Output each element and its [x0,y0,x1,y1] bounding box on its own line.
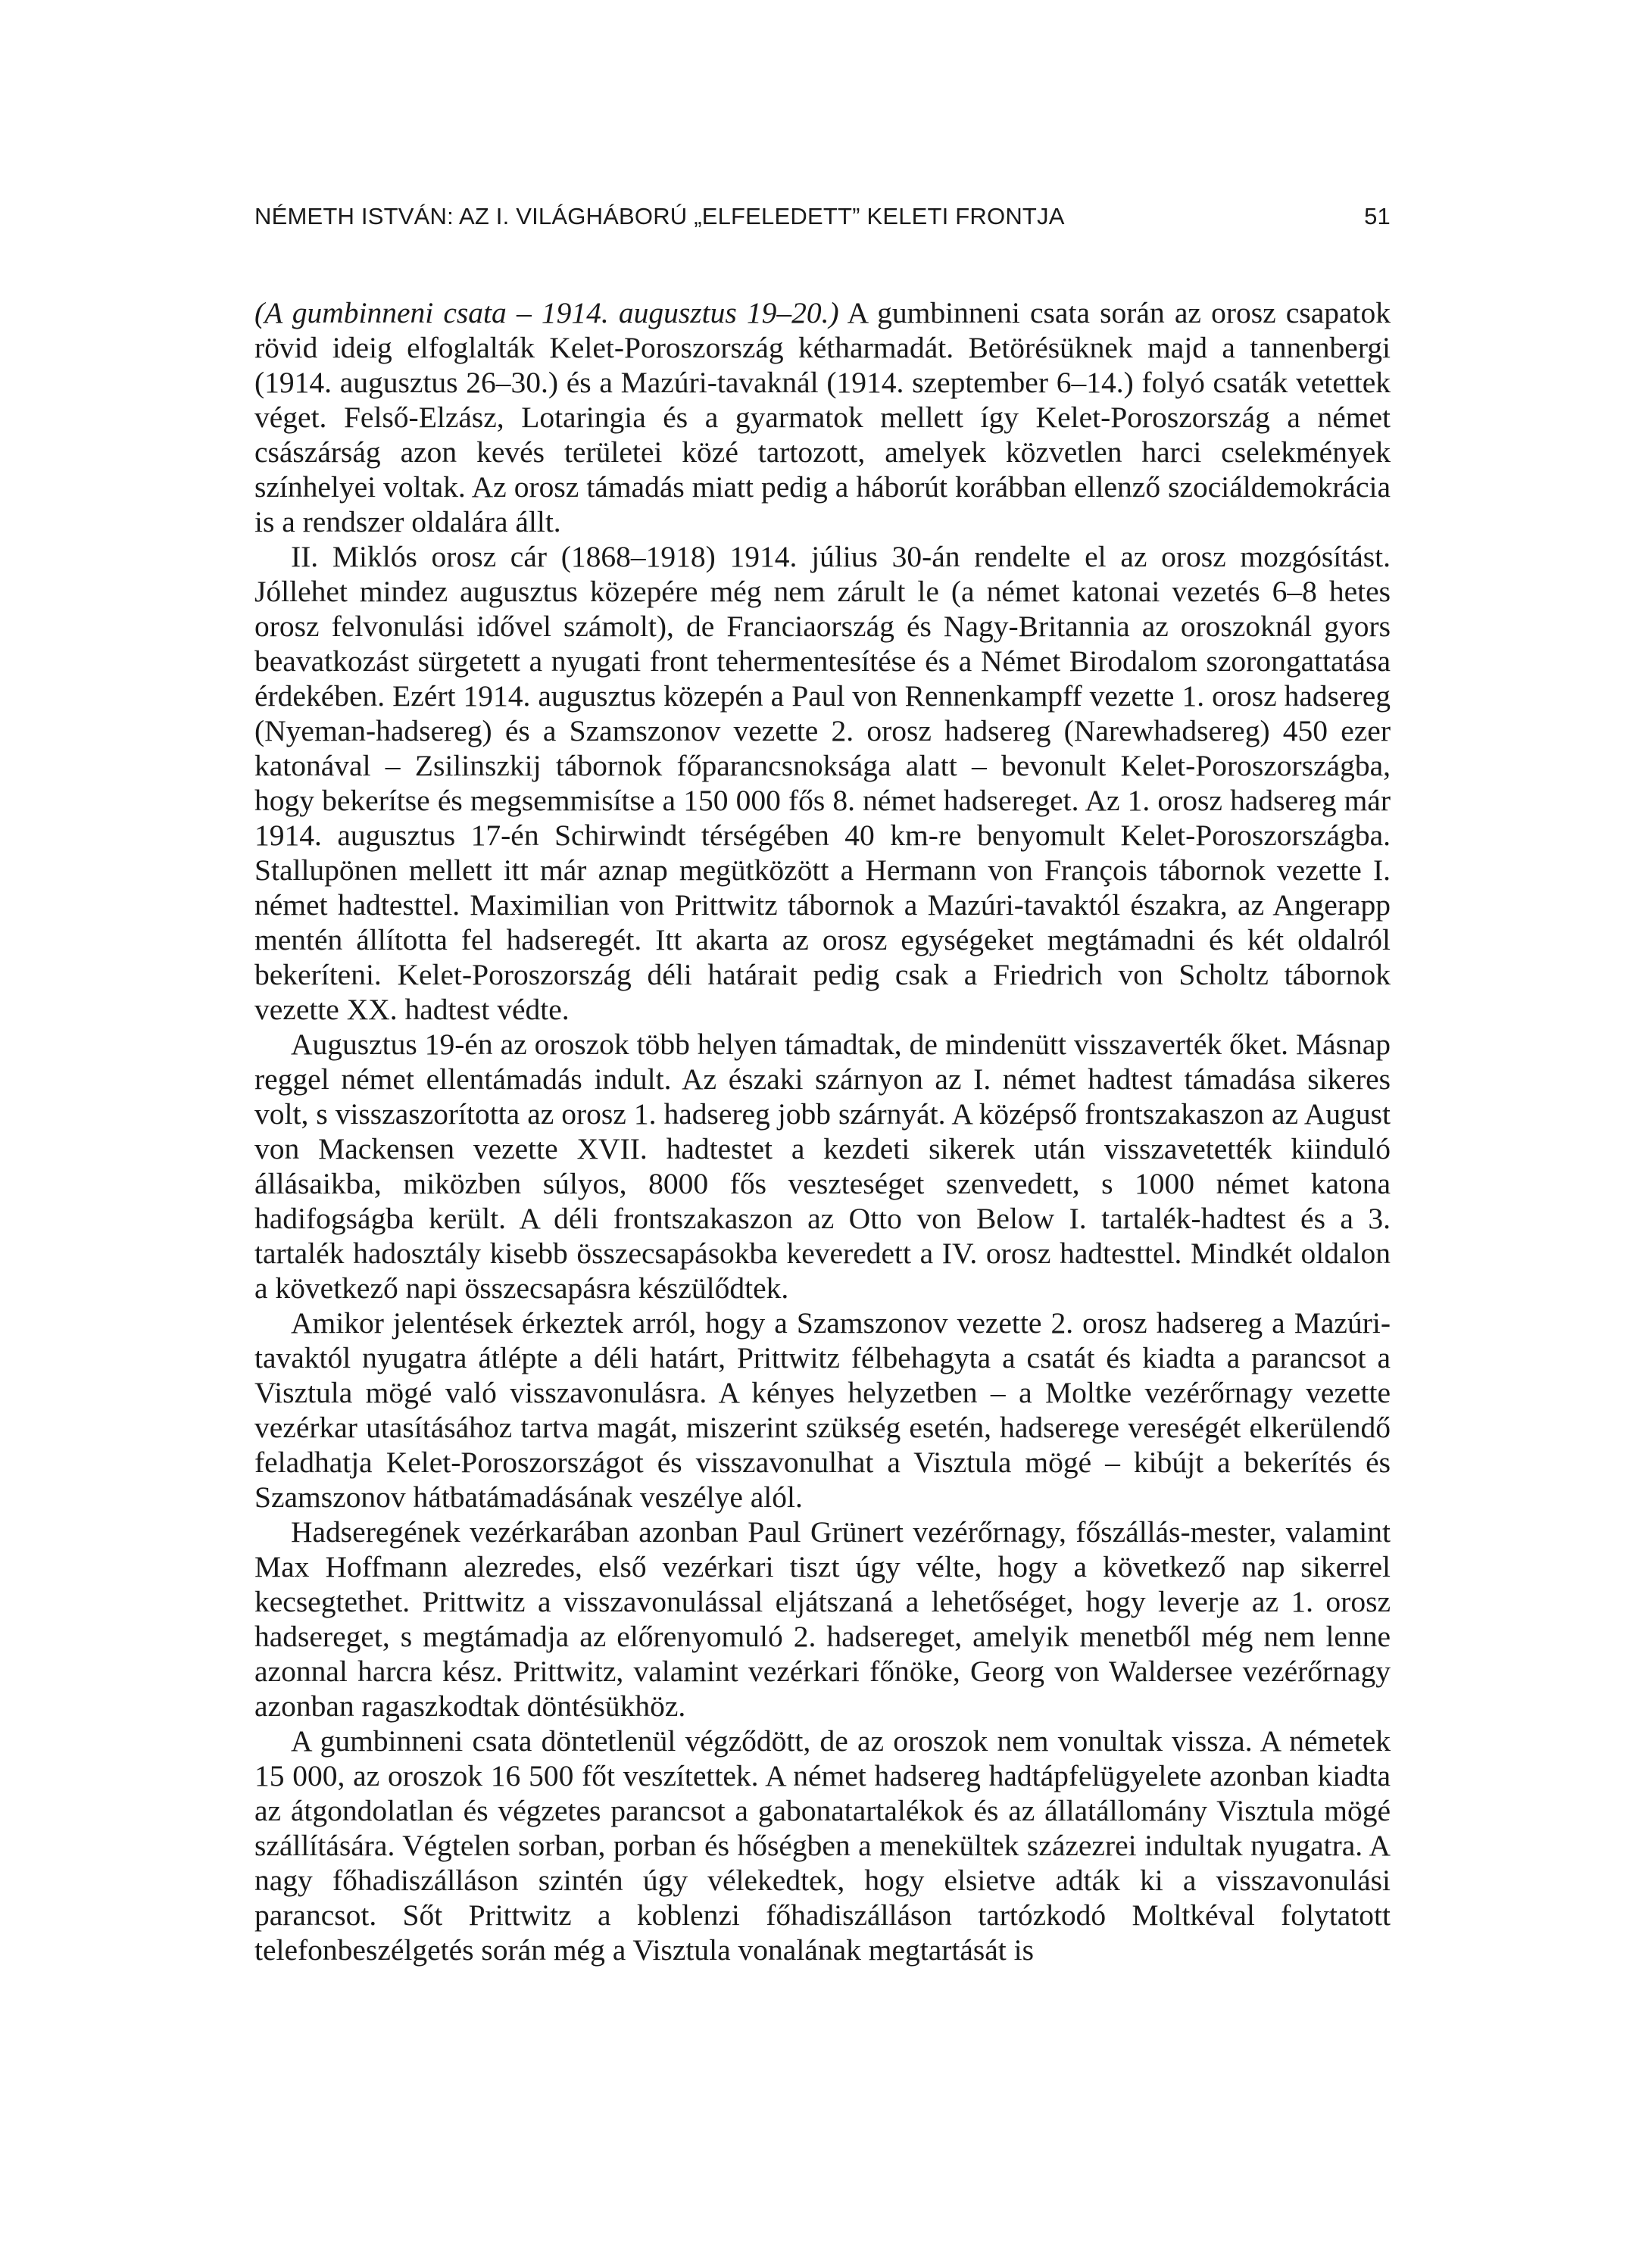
paragraph: II. Miklós orosz cár (1868–1918) 1914. július 30-án rendelte el az orosz mozgósítást. Jóllehet mindez augusztus közepére még nem zárult le (a német katonai vezetés 6–8 hetes orosz felvonulási idővel számolt), de Franciaország és Nagy-Britannia az oroszoknál gyors beavatkozást sürgetett a nyugati front tehermentesítése és a Német Birodalom szorongattatása érdekében. Ezért 1914. augusztus közepén a Paul von Rennenkampff vezette 1. orosz hadsereg (Nyeman-hadsereg) és a Szamszonov vezette 2. orosz hadsereg (Narewhadsereg) 450 ezer katonával – Zsilinszkij tábornok főparancsnoksága alatt – bevonult Kelet-Poroszországba, hogy bekerítse és megsemmisítse a 150 000 fős 8. német hadsereget. Az 1. orosz hadsereg már 1914. augusztus 17-én Schirwindt térségében 40 km-re benyomult Kelet-Poroszországba. Stallupönen mellett itt már aznap megütközött a Hermann von François tábornok vezette I. német hadtesttel. Maximilian von Prittwitz tábornok a Mazúri-tavaktól északra, az Angerapp mentén állította fel hadseregét. Itt akarta az orosz egységeket megtámadni és két oldalról bekeríteni. Kelet-Poroszország déli határait pedig csak a Friedrich von Scholtz tábornok vezette XX. hadtest védte. [254,540,1391,1026]
section-lead-paragraph [254,295,1391,539]
paragraph: Hadseregének vezérkarában azonban Paul Grünert vezérőrnagy, főszállás-mester, valamint Max Hoffmann alezredes, első vezérkari tiszt úgy vélte, hogy a következő nap sikerrel kecsegtethet. Prittwitz a visszavonulással eljátszaná a lehetőséget, hogy leverje az 1. orosz hadsereget, s megtámadja az előrenyomuló 2. hadsereget, amelyik menetből még nem lenne azonnal harcra kész. Prittwitz, valamint vezérkari főnöke, Georg von Waldersee vezérőrnagy azonban ragaszkodtak döntésükhöz. [254,1515,1391,1723]
section-lead-text: A gumbinneni csata során az orosz csapatok rövid ideig elfoglalták Kelet-Poroszország kétharmadát. Betörésüknek majd a tannenbergi (1914. augusztus 26–30.) és a Mazúri-tavaknál (1914. szeptember 6–14.) folyó csaták vetettek véget. Felső-Elzász, Lotaringia és a gyarmatok mellett így Kelet-Poroszország a német császárság azon kevés területei közé tartozott, amelyek közvetlen harci cselekmények színhelyei voltak. Az orosz támadás miatt pedig a háborút korábban ellenző szociáldemokrácia is a rendszer oldalára állt. [254,296,1391,538]
running-header [254,203,1391,236]
page-number: 51 [1364,203,1391,229]
paragraph: Amikor jelentések érkeztek arról, hogy a Szamszonov vezette 2. orosz hadsereg a Mazúri-tavaktól nyugatra átlépte a déli határt, Prittwitz félbehagyta a csatát és kiadta a parancsot a Visztula mögé való visszavonulásra. A kényes helyzetben – a Moltke vezérőrnagy vezette vezérkar utasításához tartva magát, miszerint szükség esetén, hadserege vereségét elkerülendő feladhatja Kelet-Poroszországot és visszavonulhat a Visztula mögé – kibújt a bekerítés és Szamszonov hátbatámadásának veszélye alól. [254,1306,1391,1514]
paragraph: Augusztus 19-én az oroszok több helyen támadtak, de mindenütt visszaverték őket. Másnap reggel német ellentámadás indult. Az északi szárnyon az I. német hadtest támadása sikeres volt, s visszaszorította az orosz 1. hadsereg jobb szárnyát. A középső frontszakaszon az August von Mackensen vezette XVII. hadtestet a kezdeti sikerek után visszavetették kiinduló állásaikba, miközben súlyos, 8000 fős veszteséget szenvedett, s 1000 német katona hadifogságba került. A déli frontszakaszon az Otto von Below I. tartalék-hadtest és a 3. tartalék hadosztály kisebb összecsapásokba keveredett a IV. orosz hadtesttel. Mindkét oldalon a következő napi összecsapásra készülődtek. [254,1028,1391,1305]
body-text [254,295,1391,1967]
running-header-title: NÉMETH ISTVÁN: AZ I. VILÁGHÁBORÚ „ELFELEDETT” KELETI FRONTJA [254,203,1065,229]
paragraph: A gumbinneni csata döntetlenül végződött, de az oroszok nem vonultak vissza. A németek 15 000, az oroszok 16 500 főt veszítettek. A német hadsereg hadtápfelügyelete azonban kiadta az átgondolatlan és végzetes parancsot a gabonatartalékok és az állatállomány Visztula mögé szállítására. Végtelen sorban, porban és hőségben a menekültek százezrei indultak nyugatra. A nagy főhadiszálláson szintén úgy vélekedtek, hogy elsietve adták ki a visszavonulási parancsot. Sőt Prittwitz a koblenzi főhadiszálláson tartózkodó Moltkéval folytatott telefonbeszélgetés során még a Visztula vonalának megtartását is [254,1724,1391,1967]
section-heading-italic: (A gumbinneni csata – 1914. augusztus 19–20.) [254,296,839,329]
